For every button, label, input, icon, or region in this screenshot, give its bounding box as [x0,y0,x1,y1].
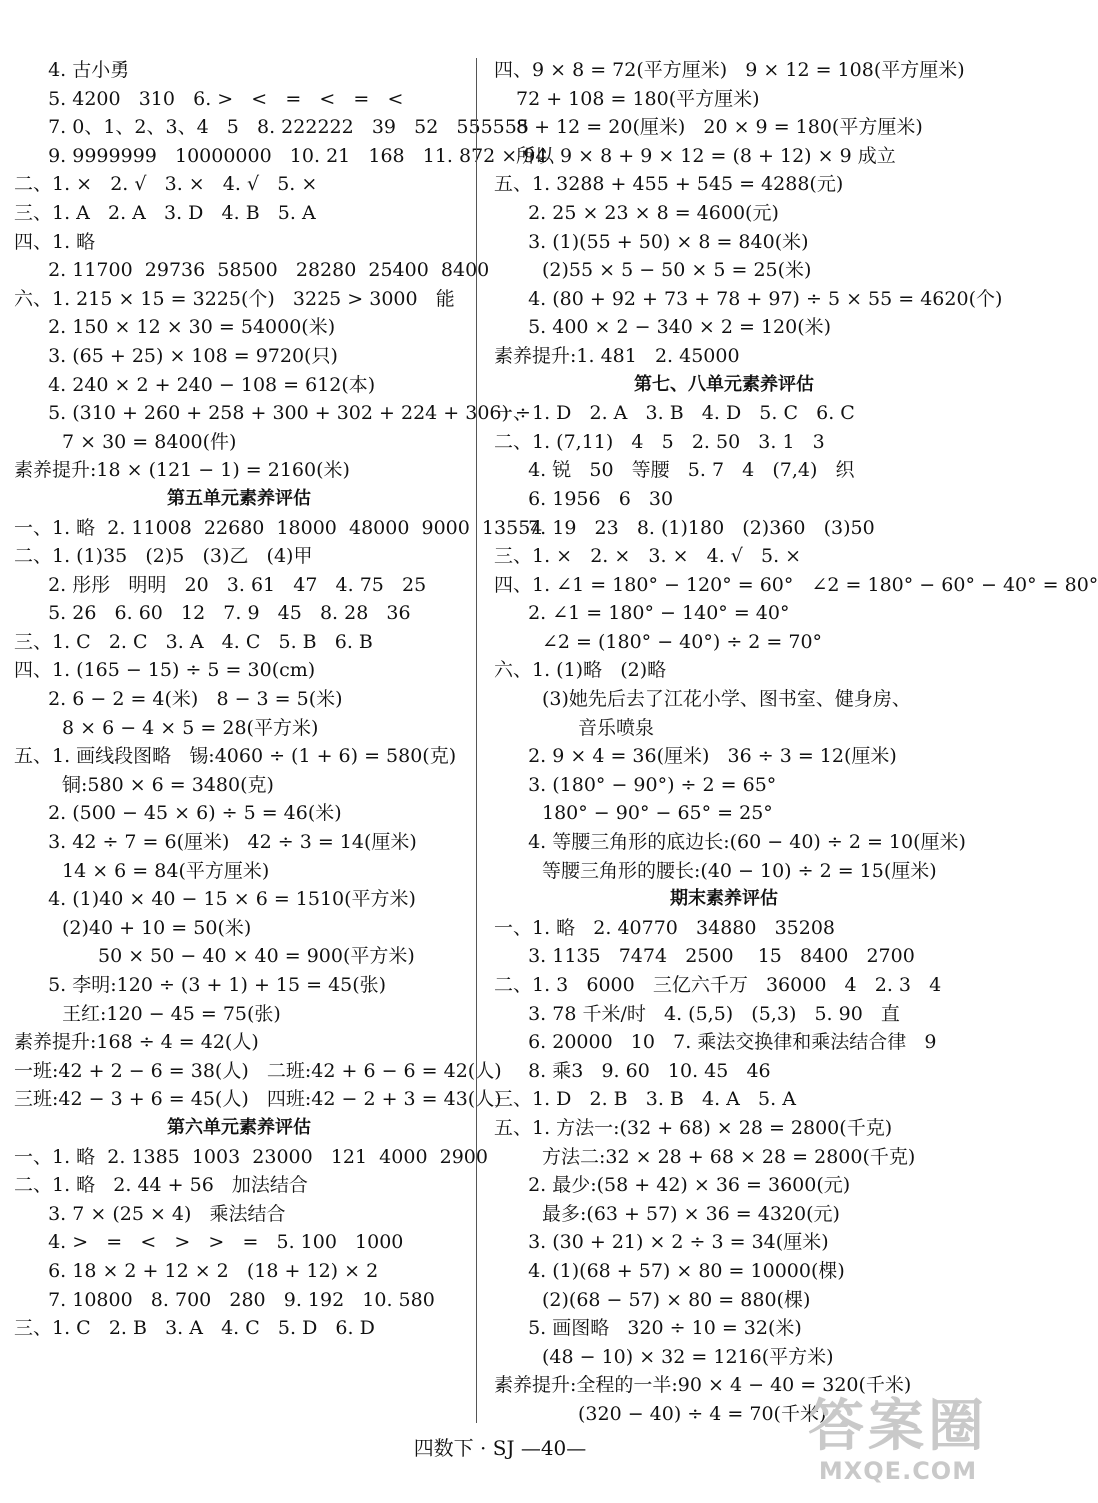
answer-line: 6. 1956 6 30 [516,487,674,510]
answer-line: 7. 10800 8. 700 280 9. 192 10. 580 [36,1288,435,1311]
answer-line: 素养提升:18 × (121 − 1) = 2160(米) [14,459,350,482]
answer-line: 2. 25 × 23 × 8 = 4600(元) [516,201,779,224]
answer-line: (2)55 × 5 − 50 × 5 = 25(米) [542,259,812,282]
answer-line: 8 × 6 − 4 × 5 = 28(平方米) [62,716,319,739]
answer-line: 2. 彤彤 明明 20 3. 61 47 4. 75 25 [36,573,427,596]
answer-line: 四、1. ∠1 = 180° − 120° = 60° ∠2 = 180° − 60° − 40° = 80° [494,573,1098,596]
answer-line: 4. 等腰三角形的底边长:(60 − 40) ÷ 2 = 10(厘米) [516,831,966,854]
answer-line: 3. (65 + 25) × 108 = 9720(只) [36,344,338,367]
answer-line: 6. 18 × 2 + 12 × 2 (18 + 12) × 2 [36,1259,379,1282]
answer-line: 4. (1)40 × 40 − 15 × 6 = 1510(平方米) [36,888,416,911]
answer-line: 方法二:32 × 28 + 68 × 28 = 2800(千克) [542,1145,916,1168]
answer-line: 3. (30 + 21) × 2 ÷ 3 = 34(厘米) [516,1231,829,1254]
answer-line: 2. 6 − 2 = 4(米) 8 − 3 = 5(米) [36,688,343,711]
answer-line: 5. 画图略 320 ÷ 10 = 32(米) [516,1317,802,1340]
answer-line: 三、1. C 2. B 3. A 4. C 5. D 6. D [14,1317,375,1340]
answer-line: 2. 最少:(58 + 42) × 36 = 3600(元) [516,1174,851,1197]
answer-line: 5. 400 × 2 − 340 × 2 = 120(米) [516,316,832,339]
answer-line: 三、1. × 2. × 3. × 4. √ 5. × [494,545,802,568]
answer-line: 素养提升:168 ÷ 4 = 42(人) [14,1031,259,1054]
page-footer: 四数下 · SJ —40— [413,1436,587,1460]
answer-line: 2. (500 − 45 × 6) ÷ 5 = 46(米) [36,802,342,825]
answer-line: 3. 7 × (25 × 4) 乘法结合 [36,1202,286,1225]
answer-line: (48 − 10) × 32 = 1216(平方米) [542,1345,834,1368]
answer-line: 一、1. D 2. A 3. B 4. D 5. C 6. C [494,402,855,425]
answer-line: 8 + 12 = 20(厘米) 20 × 9 = 180(平方厘米) [516,116,923,139]
answer-line: 50 × 50 − 40 × 40 = 900(平方米) [98,945,415,968]
answer-line: 3. (1)(55 + 50) × 8 = 840(米) [516,230,809,253]
answer-line: 7. 19 23 8. (1)180 (2)360 (3)50 [516,516,875,539]
answer-line: 二、1. (7,11) 4 5 2. 50 3. 1 3 [494,430,825,453]
answer-line: 二、1. 3 6000 三亿六千万 36000 4 2. 3 4 [494,974,942,996]
answer-line: 五、1. 画线段图略 锡:4060 ÷ (1 + 6) = 580(克) [14,745,457,768]
answer-line: 二、1. 略 2. 44 + 56 加法结合 [14,1174,308,1197]
answer-line: ∠2 = (180° − 40°) ÷ 2 = 70° [542,630,823,653]
answer-line: 4. 锐 50 等腰 5. 7 4 (7,4) 织 [516,459,855,482]
answer-line: 所以 9 × 8 + 9 × 12 = (8 + 12) × 9 成立 [516,144,896,167]
answer-line: 4. > = < > > = 5. 100 1000 [36,1231,404,1254]
answer-line: (3)她先后去了江花小学、图书室、健身房、 [542,688,911,711]
answer-line: 9. 9999999 10000000 10. 21 168 11. 872 × 94 [36,144,548,167]
answer-line: 二、1. (1)35 (2)5 (3)乙 (4)甲 [14,545,313,568]
answer-line: 6. 20000 10 7. 乘法交换律和乘法结合律 9 [516,1031,937,1054]
answer-line: 铜:580 × 6 = 3480(克) [62,773,274,796]
left-column [14,56,548,1343]
answer-line: 三班:42 − 3 + 6 = 45(人) 四班:42 − 2 + 3 = 43(人) [14,1088,502,1111]
answer-line: (2)(68 − 57) × 80 = 880(棵) [542,1288,811,1311]
answer-line: 三、1. A 2. A 3. D 4. B 5. A [14,201,316,224]
watermark-logo [808,1394,988,1485]
answer-line: 4. (1)(68 + 57) × 80 = 10000(棵) [516,1259,845,1282]
answer-line: 3. 1135 7474 2500 15 8400 2700 [516,945,915,968]
section-heading: 期末素养评估 [670,888,778,910]
answer-line: 三、1. C 2. C 3. A 4. C 5. B 6. B [14,630,373,653]
answer-line: 180° − 90° − 65° = 25° [542,802,773,825]
answer-line: 4. 古小勇 [36,59,130,81]
answer-line: 5. (310 + 260 + 258 + 300 + 302 + 224 + 306) ÷ [36,402,531,425]
answer-line: 六、1. 215 × 15 = 3225(个) 3225 > 3000 能 [14,287,455,310]
answer-line: 72 + 108 = 180(平方厘米) [516,87,760,110]
answer-line: 14 × 6 = 84(平方厘米) [62,859,270,882]
answer-line: 一、1. 略 2. 40770 34880 35208 [494,916,836,939]
answer-line: 2. 9 × 4 = 36(厘米) 36 ÷ 3 = 12(厘米) [516,745,897,768]
answer-line: 一、1. 略 2. 1385 1003 23000 121 4000 2900 [14,1145,488,1168]
answer-line: 5. 李明:120 ÷ (3 + 1) + 15 = 45(张) [36,974,387,996]
answer-line: 3. 78 千米/时 4. (5,5) (5,3) 5. 90 直 [516,1002,900,1025]
watermark-title: 答案圈 [808,1394,988,1459]
answer-line: 四、1. 略 [14,230,96,253]
answer-line: 六、1. (1)略 (2)略 [494,659,667,682]
answer-line: 3. 42 ÷ 7 = 6(厘米) 42 ÷ 3 = 14(厘米) [36,831,417,854]
answer-line: 5. 26 6. 60 12 7. 9 45 8. 28 36 [36,602,411,625]
answer-line: 二、1. × 2. √ 3. × 4. √ 5. × [14,173,318,196]
answer-line: 五、1. 3288 + 455 + 545 = 4288(元) [494,173,844,196]
section-heading: 第五单元素养评估 [167,487,311,509]
answer-line: 三、1. D 2. B 3. B 4. A 5. A [494,1088,796,1111]
answer-line: 3. (180° − 90°) ÷ 2 = 65° [516,773,777,796]
answer-line: 8. 乘3 9. 60 10. 45 46 [516,1059,771,1082]
answer-line: 等腰三角形的腰长:(40 − 10) ÷ 2 = 15(厘米) [542,859,937,882]
answer-line: 四、9 × 8 = 72(平方厘米) 9 × 12 = 108(平方厘米) [494,59,965,81]
answer-line: 7 × 30 = 8400(件) [62,430,237,453]
answer-line: 四、1. (165 − 15) ÷ 5 = 30(cm) [14,659,316,682]
watermark-url: MXQE.COM [818,1457,978,1485]
answer-line: 4. 240 × 2 + 240 − 108 = 612(本) [36,373,376,396]
answer-line: 一班:42 + 2 − 6 = 38(人) 二班:42 + 6 − 6 = 42(人) [14,1059,502,1082]
answer-line: 4. (80 + 92 + 73 + 78 + 97) ÷ 5 × 55 = 4620(个) [516,287,1003,310]
section-heading: 第七、八单元素养评估 [634,373,814,395]
answer-line: 素养提升:全程的一半:90 × 4 − 40 = 320(千米) [494,1374,912,1397]
answer-line: 五、1. 方法一:(32 + 68) × 28 = 2800(千克) [494,1116,893,1139]
answer-line: 王红:120 − 45 = 75(张) [62,1002,281,1025]
answer-line: 最多:(63 + 57) × 36 = 4320(元) [542,1202,840,1225]
answer-line: (2)40 + 10 = 50(米) [62,916,252,939]
answer-line: 2. 11700 29736 58500 28280 25400 8400 [36,259,490,282]
answer-line: 7. 0、1、2、3、4 5 8. 222222 39 52 555555 [36,116,529,139]
answer-line: (320 − 40) ÷ 4 = 70(千米) [578,1402,827,1425]
answer-line: 2. ∠1 = 180° − 140° = 40° [516,602,790,625]
section-heading: 第六单元素养评估 [167,1116,311,1138]
answer-line: 一、1. 略 2. 11008 22680 18000 48000 9000 13554 [14,516,543,539]
column-divider [476,58,477,1423]
answer-line: 5. 4200 310 6. > < = < = < [36,87,404,110]
answer-line: 音乐喷泉 [578,716,655,739]
answer-line: 素养提升:1. 481 2. 45000 [494,344,740,367]
answer-line: 2. 150 × 12 × 30 = 54000(米) [36,316,336,339]
